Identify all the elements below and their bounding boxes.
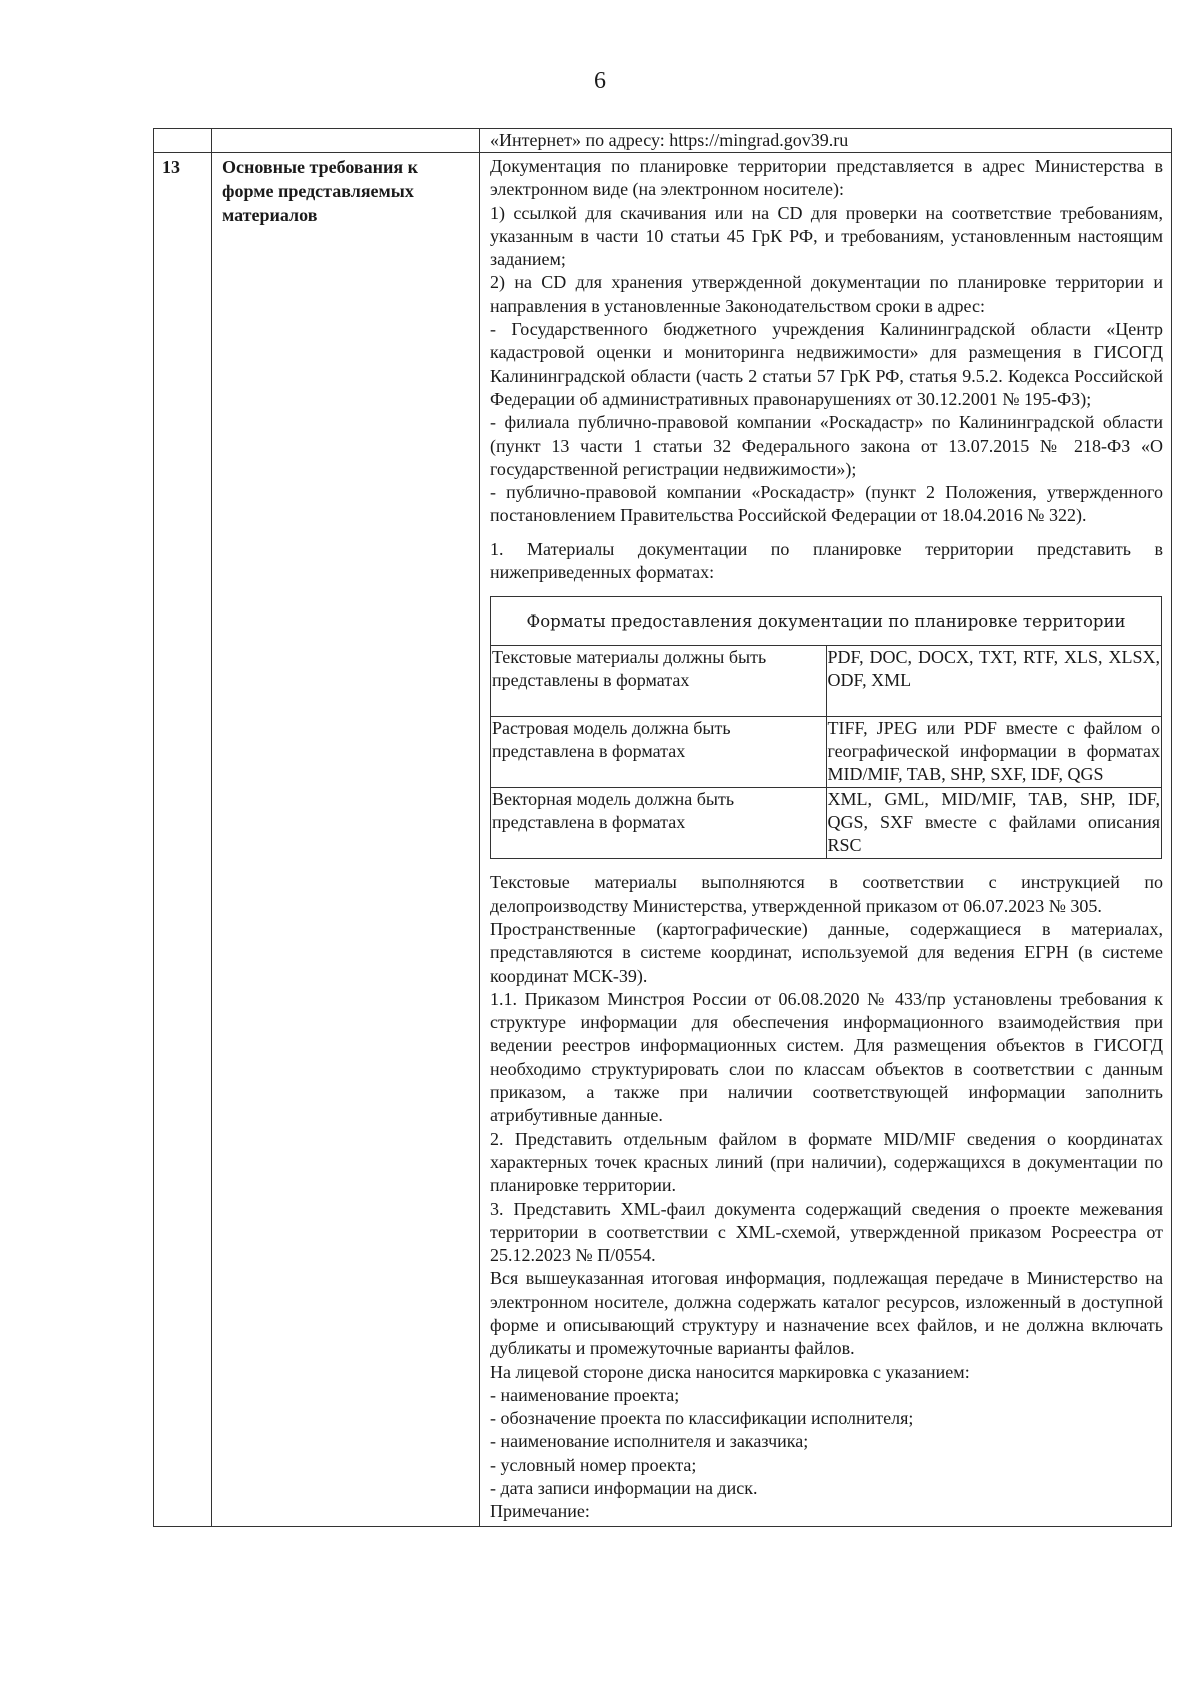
page-number: 6 (594, 68, 606, 94)
formats-row (491, 788, 1162, 859)
paragraph: 1) ссылкой для скачивания или на CD для проверки на соответствие требованиям, указанным в части 10 статьи 45 ГрК РФ, и требованиям, установленным настоящим заданием; (490, 202, 1163, 270)
row-number: 13 (154, 153, 212, 1527)
paragraph: Текстовые материалы выполняются в соответствии с инструкцией по делопроизводству Министерства, утвержденной приказом от 06.07.2023 № 305. (490, 872, 1163, 916)
formats-table-title: Форматы предоставления документации по планировке территории (491, 597, 1162, 646)
formats-label: Текстовые материалы должны быть представлены в форматах (491, 646, 827, 717)
paragraph: Документация по планировке территории представляется в адрес Министерства в электронном виде (на электронном носителе): (490, 156, 1163, 200)
list-item: - наименование проекта; (490, 1384, 680, 1405)
formats-label: Растровая модель должна быть представлена в форматах (491, 717, 827, 788)
paragraph: Вся вышеуказанная итоговая информация, подлежащая передаче в Министерство на электронном носителе, должна содержать каталог ресурсов, изложенный в доступной форме и описывающий структуру и назначение всех файлов, и не должна включать дубликаты и промежуточные варианты файлов. (490, 1268, 1163, 1359)
paragraph: - Государственного бюджетного учреждения Калининградской области «Центр кадастровой оценки и мониторинга недвижимости» для размещения в ГИСОГД Калининградской области (часть 2 статьи 57 ГрК РФ, статья 9.5.2. Кодекса Российской Федерации об административных правонарушениях от 30.12.2001 № 195-ФЗ); (490, 319, 1163, 409)
paragraph: 2. Представить отдельным файлом в формате MID/MIF сведения о координатах характерных точек красных линий (при наличии), содержащихся в документации по планировке территории. (490, 1128, 1163, 1196)
list-item: - наименование исполнителя и заказчика; (490, 1431, 809, 1452)
table-row (154, 153, 1172, 1527)
requirements-table (153, 128, 1172, 1527)
continuation-text: «Интернет» по адресу: https://mingrad.gov39.ru (480, 129, 1172, 153)
formats-row (491, 717, 1162, 788)
paragraph: На лицевой стороне диска наносится маркировка с указанием: (490, 1361, 970, 1382)
formats-label: Векторная модель должна быть представлена в форматах (491, 788, 827, 859)
list-item: - обозначение проекта по классификации исполнителя; (490, 1408, 914, 1429)
list-item: - дата записи информации на диск. (490, 1478, 758, 1499)
row-name: Основные требования к форме представляемых материалов (212, 153, 480, 1527)
paragraph: - филиала публично-правовой компании «Роскадастр» по Калининградской области (пункт 13 части 1 статьи 32 Федерального закона от 13.07.2015 № 218-ФЗ «О государственной регистрации недвижимости»); (490, 412, 1163, 479)
formats-value: XML, GML, MID/MIF, TAB, SHP, IDF, QGS, SXF вместе с файлами описания RSC (826, 788, 1162, 859)
formats-table (490, 596, 1162, 859)
row-content (480, 153, 1172, 1527)
paragraph: Пространственные (картографические) данные, содержащиеся в материалах, представляются в системе координат, используемой для ведения ЕГРН (в системе координат МСК-39). (490, 918, 1163, 986)
paragraph: 3. Представить XML-фаил документа содержащий сведения о проекте межевания территории в соответствии с XML-схемой, утвержденной приказом Росреестра от 25.12.2023 № П/0554. (490, 1198, 1163, 1266)
note-label: Примечание: (490, 1501, 590, 1522)
paragraph: 2) на CD для хранения утвержденной документации по планировке территории и направления в установленные Законодательством сроки в адрес: (490, 272, 1163, 316)
formats-value: PDF, DOC, DOCX, TXT, RTF, XLS, XLSX, ODF, XML (826, 646, 1162, 717)
continuation-name-cell (212, 129, 480, 153)
formats-value: TIFF, JPEG или PDF вместе с файлом о географической информации в форматах MID/MIF, TAB, SHP, SXF, IDF, QGS (826, 717, 1162, 788)
continuation-row (154, 129, 1172, 153)
continuation-num-cell (154, 129, 212, 153)
formats-intro: 1. Материалы документации по планировке территории представить в нижеприведенных форматах: (490, 538, 1163, 583)
paragraph: 1.1. Приказом Минстроя России от 06.08.2020 № 433/пр установлены требования к структуре информации для обеспечения информационного взаимодействия при ведении реестров информационных систем. Для размещения объектов в ГИСОГД необходимо структурировать слои по классам объектов в соответствии с данным приказом, а также при наличии соответствующей информации заполнить атрибутивные данные. (490, 988, 1163, 1126)
paragraph: - публично-правовой компании «Роскадастр» (пункт 2 Положения, утвержденного постановлением Правительства Российской Федерации от 18.04.2016 № 322). (490, 482, 1163, 526)
list-item: - условный номер проекта; (490, 1454, 697, 1475)
formats-row (491, 646, 1162, 717)
